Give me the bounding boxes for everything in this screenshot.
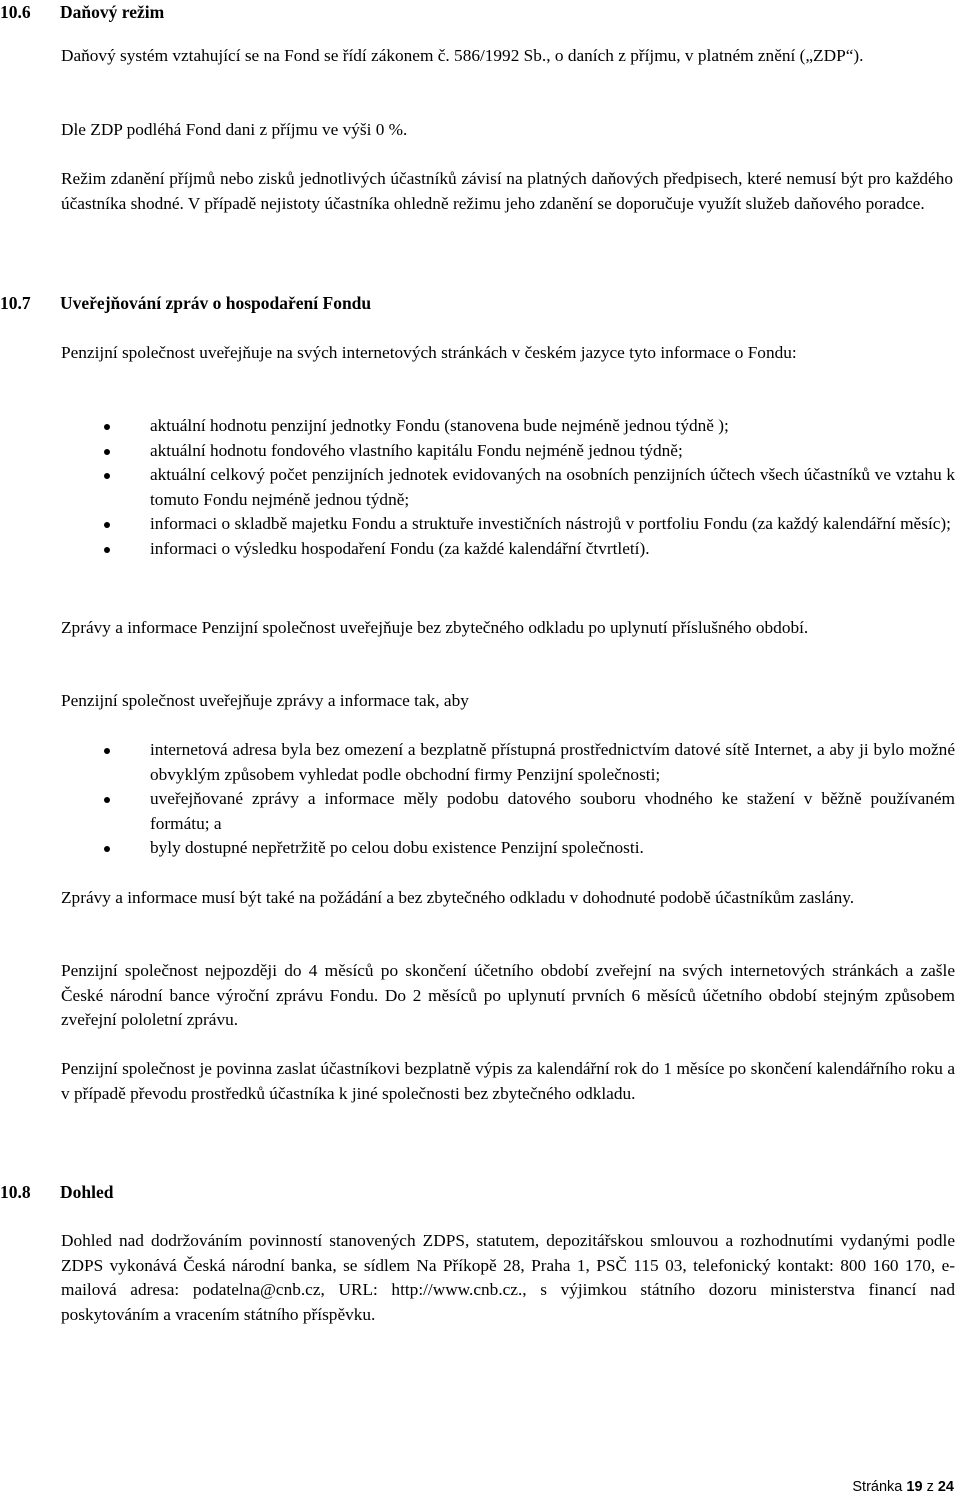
paragraph: Režim zdanění příjmů nebo zisků jednotlivých účastníků závisí na platných daňových předpisech, které nemusí být pro každého účastníka shodné. V případě nejistoty účastníka ohledně režimu jeho zdanění se doporučuje využít služeb daňového poradce. [61, 169, 953, 213]
list-item: byly dostupné nepřetržitě po celou dobu existence Penzijní společnosti. [0, 836, 955, 861]
bullet-icon [104, 473, 110, 479]
footer-label: Stránka [852, 1479, 903, 1495]
list-item: aktuální hodnotu fondového vlastního kapitálu Fondu nejméně jednou týdně; [0, 439, 955, 464]
list-item: internetová adresa byla bez omezení a bezplatně přístupná prostřednictvím datové sítě Internet, a aby ji bylo možné obvyklým způsobem vyhledat podle obchodní firmy Penzijní společnosti; [0, 738, 955, 787]
list-item: aktuální hodnotu penzijní jednotky Fondu (stanovena bude nejméně jednou týdně ); [0, 414, 955, 439]
paragraph: Dle ZDP podléhá Fond dani z příjmu ve výši 0 %. [61, 120, 408, 139]
paragraph: Penzijní společnost uveřejňuje na svých internetových stránkách v českém jazyce tyto informace o Fondu: [61, 343, 797, 362]
paragraph: Penzijní společnost nejpozději do 4 měsíců po skončení účetního období zveřejní na svých internetových stránkách a zašle České národní bance výroční zprávu Fondu. Do 2 měsíců po uplynutí prvních 6 měsíců účetního období stejným způsobem zveřejní pololetní zprávu. [61, 961, 955, 1029]
current-page-number: 19 [906, 1479, 923, 1495]
bullet-icon [104, 424, 110, 430]
section-heading-10-7 [0, 291, 600, 315]
bullet-icon [104, 846, 110, 852]
page-footer [852, 1478, 954, 1496]
bullet-icon [104, 522, 110, 528]
footer-of: z [926, 1479, 934, 1495]
section-title: Dohled [60, 1182, 114, 1202]
section-heading-10-8 [0, 1180, 400, 1204]
paragraph: Dohled nad dodržováním povinností stanovených ZDPS, statutem, depozitářskou smlouvou a rozhodnutími vydanými podle ZDPS vykonává Česká národní banka, se sídlem Na Příkopě 28, Praha 1, PSČ 115 03, telefonický kontakt: 800 160 170, e-mailová adresa: podatelna@cnb.cz, URL: http://www.cnb.cz., s výjimkou státního dozoru ministerstva financí nad poskytováním a vracením státního příspěvku. [61, 1231, 955, 1324]
list-item: informaci o skladbě majetku Fondu a struktuře investičních nástrojů v portfoliu Fondu (za každý kalendářní měsíc); [0, 512, 955, 537]
paragraph: Zprávy a informace Penzijní společnost uveřejňuje bez zbytečného odkladu po uplynutí příslušného období. [61, 618, 809, 637]
publication-conditions-list [0, 738, 955, 861]
bullet-icon [104, 449, 110, 455]
paragraph: Zprávy a informace musí být také na požádání a bez zbytečného odkladu v dohodnuté podobě účastníkům zaslány. [61, 888, 855, 907]
list-item: informaci o výsledku hospodaření Fondu (za každé kalendářní čtvrtletí). [0, 537, 955, 562]
section-title: Uveřejňování zpráv o hospodaření Fondu [60, 293, 372, 313]
paragraph: Penzijní společnost je povinna zaslat účastníkovi bezplatně výpis za kalendářní rok do 1 měsíce po skončení kalendářního roku a v případě převodu prostředků účastníka k jiné společnosti bez zbytečného odkladu. [61, 1059, 955, 1103]
bullet-icon [104, 797, 110, 803]
section-number: 10.8 [0, 1182, 31, 1202]
info-list [0, 414, 955, 561]
list-item: uveřejňované zprávy a informace měly podobu datového souboru vhodného ke stažení v běžně používaném formátu; a [0, 787, 955, 836]
section-heading-10-6 [0, 0, 400, 24]
bullet-icon [104, 748, 110, 754]
list-item: aktuální celkový počet penzijních jednotek evidovaných na osobních penzijních účtech všech účastníků ve vztahu k tomuto Fondu nejméně jednou týdně; [0, 463, 955, 512]
bullet-icon [104, 547, 110, 553]
section-number: 10.7 [0, 293, 31, 313]
paragraph: Daňový systém vztahující se na Fond se řídí zákonem č. 586/1992 Sb., o daních z příjmu, v platném znění („ZDP“). [61, 46, 864, 65]
paragraph: Penzijní společnost uveřejňuje zprávy a informace tak, aby [61, 691, 469, 710]
section-title: Daňový režim [60, 2, 165, 22]
section-number: 10.6 [0, 2, 31, 22]
total-pages: 24 [937, 1479, 954, 1495]
